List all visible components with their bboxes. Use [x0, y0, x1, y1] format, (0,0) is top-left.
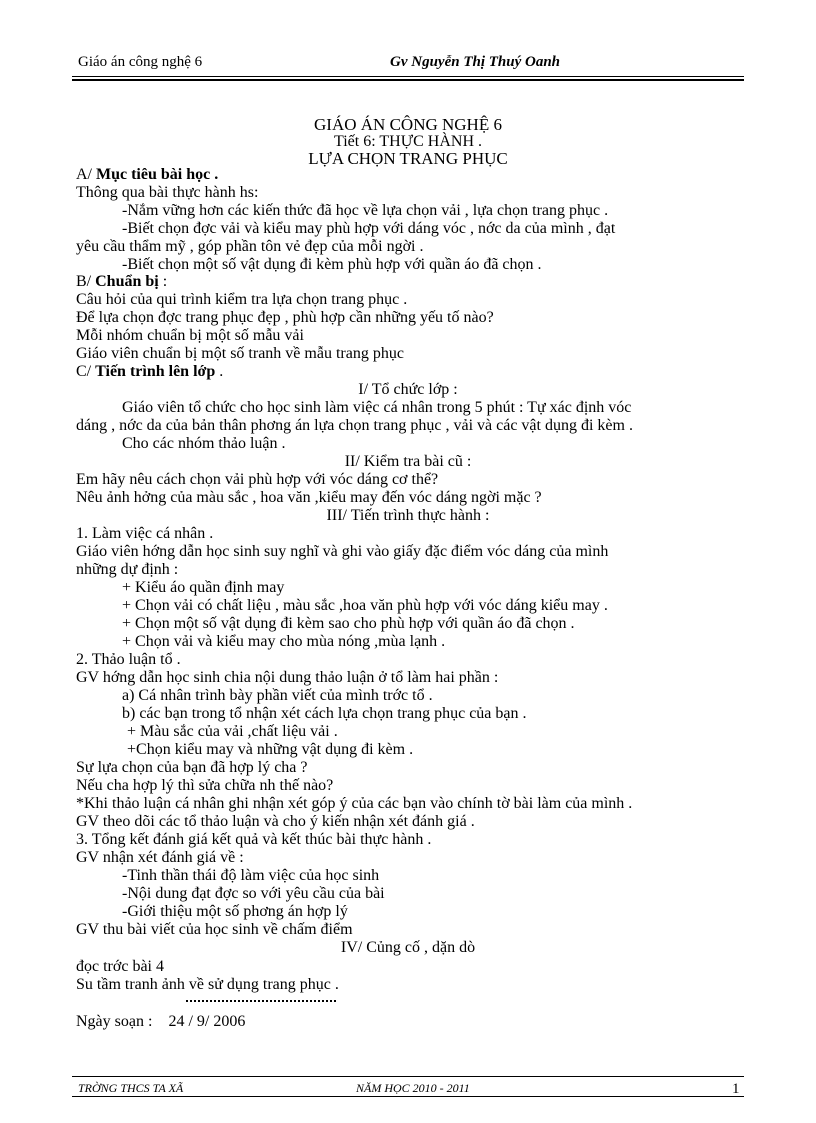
- subsection-title: III/ Tiến trình thực hành :: [326, 507, 490, 524]
- paragraph-line: những dự định :: [76, 561, 179, 578]
- header-teacher: Gv Nguyễn Thị Thuý Oanh: [390, 54, 561, 70]
- footer-rule: [72, 1076, 744, 1077]
- section-b-line: Câu hỏi của qui trình kiểm tra lựa chọn trang phục .: [76, 291, 408, 308]
- subsection-title: I/ Tổ chức lớp :: [358, 381, 458, 398]
- footer-school-year: NĂM HỌC 2010 - 2011: [356, 1081, 470, 1095]
- doc-title: GIÁO ÁN CÔNG NGHỆ 6: [314, 115, 502, 134]
- paragraph-line: 2. Thảo luận tổ .: [76, 651, 181, 668]
- subsection-title: IV/ Củng cố , dặn dò: [340, 939, 476, 956]
- paragraph-line: GV hớng dẫn học sinh chia nội dung thảo luận ở tổ làm hai phần :: [76, 669, 499, 686]
- section-a-line: yêu cầu thẩm mỹ , góp phần tôn vẻ đẹp của mỗi ngời .: [76, 238, 424, 255]
- lesson-title: LỰA CHỌN TRANG PHỤC: [308, 149, 508, 168]
- lesson-number: Tiết 6: THỰC HÀNH .: [334, 133, 482, 150]
- section-a-heading: [76, 166, 218, 184]
- paragraph-line: Su tầm tranh ảnh về sử dụng trang phục .: [76, 976, 339, 993]
- paragraph-line: Sự lựa chọn của bạn đã hợp lý cha ?: [76, 759, 308, 776]
- paragraph-line: GV nhận xét đánh giá về :: [76, 849, 244, 866]
- list-item: + Màu sắc của vải ,chất liệu vải .: [127, 723, 338, 740]
- list-item: -Tinh thần thái độ làm việc của học sinh: [122, 867, 380, 884]
- list-item: + Chọn một số vật dụng đi kèm sao cho phù hợp với quần áo đã chọn .: [122, 615, 575, 632]
- paragraph-line: dáng , nớc da của bản thân phơng án lựa chọn trang phục , vải và các vật dụng đi kèm .: [76, 417, 633, 434]
- footer-school: TRỜNG THCS TA XÃ: [78, 1081, 184, 1095]
- date-label: Ngày soạn :: [76, 1013, 153, 1030]
- paragraph-line: *Khi thảo luận cá nhân ghi nhận xét góp ý của các bạn vào chính tờ bài làm của mình .: [76, 795, 633, 812]
- section-c-prefix: C/: [76, 363, 96, 380]
- date-line: [76, 1013, 245, 1031]
- list-item: + Chọn vải và kiểu may cho mùa nóng ,mùa lạnh .: [122, 633, 446, 650]
- list-item: b) các bạn trong tổ nhận xét cách lựa chọn trang phục của bạn .: [122, 705, 527, 722]
- section-b-line: Giáo viên chuẩn bị một số tranh về mẫu trang phục: [76, 345, 404, 362]
- question-line: Em hãy nêu cách chọn vải phù hợp với vóc dáng cơ thể?: [76, 471, 439, 488]
- section-b-prefix: B/: [76, 273, 96, 290]
- date-value: 24 / 9/ 2006: [168, 1013, 246, 1030]
- question-line: Nêu ảnh hởng của màu sắc , hoa văn ,kiểu may đến vóc dáng ngời mặc ?: [76, 489, 542, 506]
- subsection-title: II/ Kiểm tra bài cũ :: [344, 453, 472, 470]
- list-item: + Chọn vải có chất liệu , màu sắc ,hoa văn phù hợp với vóc dáng kiểu may .: [122, 597, 608, 614]
- section-b-line: Mỗi nhóm chuẩn bị một số mẫu vải: [76, 327, 304, 344]
- page-number: 1: [732, 1081, 740, 1097]
- section-c-heading: [76, 363, 223, 381]
- dotted-separator: [186, 1000, 336, 1002]
- section-a-prefix: A/: [76, 166, 96, 183]
- paragraph-line: 3. Tổng kết đánh giá kết quả và kết thúc bài thực hành .: [76, 831, 432, 848]
- list-item: + Kiểu áo quần định may: [122, 579, 285, 596]
- list-item: -Nội dung đạt đợc so với yêu cầu của bài: [122, 885, 385, 902]
- footer-rule-bottom: [72, 1096, 744, 1097]
- section-b-title: Chuẩn bị: [95, 273, 159, 290]
- list-item: a) Cá nhân trình bày phần viết của mình trớc tổ .: [122, 687, 433, 704]
- header-rule: [72, 76, 744, 77]
- section-a-line: Thông qua bài thực hành hs:: [76, 184, 259, 201]
- paragraph-line: Giáo viên hớng dẫn học sinh suy nghĩ và ghi vào giấy đặc điểm vóc dáng của mình: [76, 543, 609, 560]
- list-item: +Chọn kiểu may và những vật dụng đi kèm .: [127, 741, 414, 758]
- section-c-suffix: .: [215, 363, 224, 380]
- section-a-line: -Biết chọn đợc vải và kiểu may phù hợp với dáng vóc , nớc da của mình , đạt: [122, 220, 616, 237]
- paragraph-line: Cho các nhóm thảo luận .: [122, 435, 286, 452]
- section-a-title: Mục tiêu bài học .: [96, 166, 219, 183]
- section-b-heading: [76, 273, 167, 291]
- list-item: -Giới thiệu một số phơng án hợp lý: [122, 903, 348, 920]
- header-rule-thick: [72, 79, 744, 81]
- section-a-line: -Nắm vững hơn các kiến thức đã học về lựa chọn vải , lựa chọn trang phục .: [122, 202, 609, 219]
- section-b-suffix: :: [158, 273, 168, 290]
- paragraph-line: GV theo dõi các tổ thảo luận và cho ý kiến nhận xét đánh giá .: [76, 813, 475, 830]
- section-a-line: -Biết chọn một số vật dụng đi kèm phù hợp với quần áo đã chọn .: [122, 256, 542, 273]
- paragraph-line: Giáo viên tổ chức cho học sinh làm việc cá nhân trong 5 phút : Tự xác định vóc: [122, 399, 632, 416]
- paragraph-line: GV thu bài viết của học sinh về chấm điểm: [76, 921, 353, 938]
- section-b-line: Để lựa chọn đợc trang phục đẹp , phù hợp cần những yếu tố nào?: [76, 309, 494, 326]
- paragraph-line: Nếu cha hợp lý thì sửa chữa nh thế nào?: [76, 777, 334, 794]
- paragraph-line: 1. Làm việc cá nhân .: [76, 525, 214, 542]
- header-subject: Giáo án công nghệ 6: [78, 54, 203, 70]
- paragraph-line: đọc trớc bài 4: [76, 958, 164, 975]
- section-c-title: Tiến trình lên lớp: [95, 363, 216, 380]
